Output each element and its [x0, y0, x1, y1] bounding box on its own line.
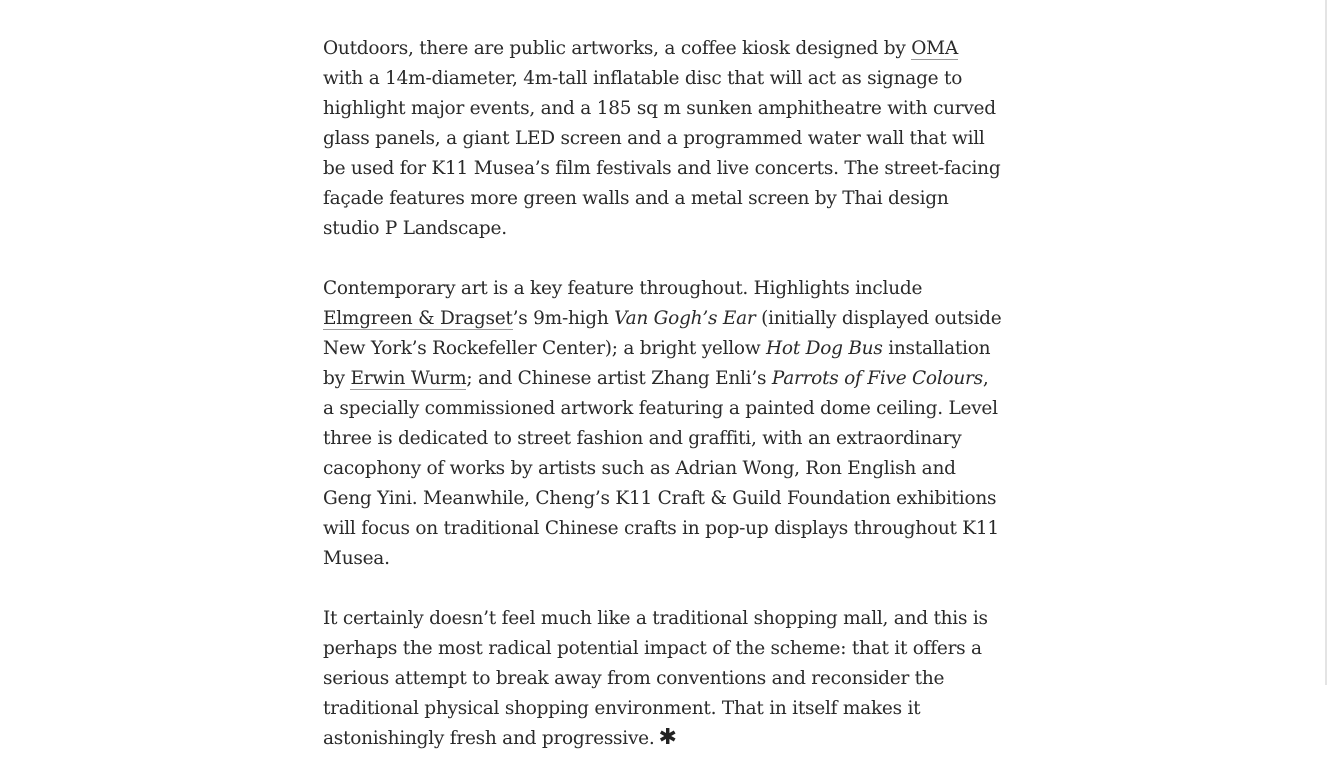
link-erwin-wurm[interactable]: Erwin Wurm: [350, 368, 467, 389]
paragraph-text: ; and Chinese artist Zhang Enli’s: [466, 368, 772, 389]
paragraph-text: installation by: [323, 338, 991, 389]
paragraph-text: Contemporary art is a key feature throughout. Highlights include: [323, 278, 923, 299]
paragraph-text: , a specially commissioned artwork featuring a painted dome ceiling. Level three is dedicated to street fashion and graffiti, with an extraordinary cacophony of works by artists such as Adrian Wong, Ron English and Geng Yini. Meanwhile, Cheng’s K11 Craft & Guild Foundation exhibitions will focus on traditional Chinese crafts in pop-up displays throughout K11 Musea.: [323, 368, 999, 569]
link-elmgreen-dragset[interactable]: Elmgreen & Dragset: [323, 308, 513, 329]
paragraph-text: Outdoors, there are public artworks, a coffee kiosk designed by: [323, 38, 912, 59]
article-body: [323, 34, 1003, 784]
paragraph-outdoors: [323, 34, 1003, 244]
paragraph-text: ’s 9m-high: [512, 308, 615, 329]
paragraph-text: (initially displayed outside New York’s Rockefeller Center); a bright yellow: [323, 308, 1002, 359]
paragraph-text: It certainly doesn’t feel much like a traditional shopping mall, and this is perhaps the most radical potential impact of the scheme: that it offers a serious attempt to break away from conventions and reconsider the traditional physical shopping environment. That in itself makes it astonishingly fresh and progressive.: [323, 608, 988, 749]
artwork-title-parrots: Parrots of Five Colours: [771, 368, 983, 389]
asterisk-end-icon: ✱: [658, 725, 677, 750]
paragraph-text: with a 14m-diameter, 4m-tall inflatable disc that will act as signage to highlight major events, and a 185 sq m sunken amphitheatre with curved glass panels, a giant LED screen and a programmed water wall that will be used for K11 Musea’s film festivals and live concerts. The street-facing façade features more green walls and a metal screen by Thai design studio P Landscape.: [323, 68, 1001, 239]
artwork-title-hot-dog-bus: Hot Dog Bus: [766, 338, 883, 359]
paragraph-conclusion: [323, 604, 1003, 754]
link-oma[interactable]: OMA: [911, 38, 958, 59]
artwork-title-van-goghs-ear: Van Gogh’s Ear: [614, 308, 756, 329]
paragraph-contemporary-art: [323, 274, 1003, 574]
